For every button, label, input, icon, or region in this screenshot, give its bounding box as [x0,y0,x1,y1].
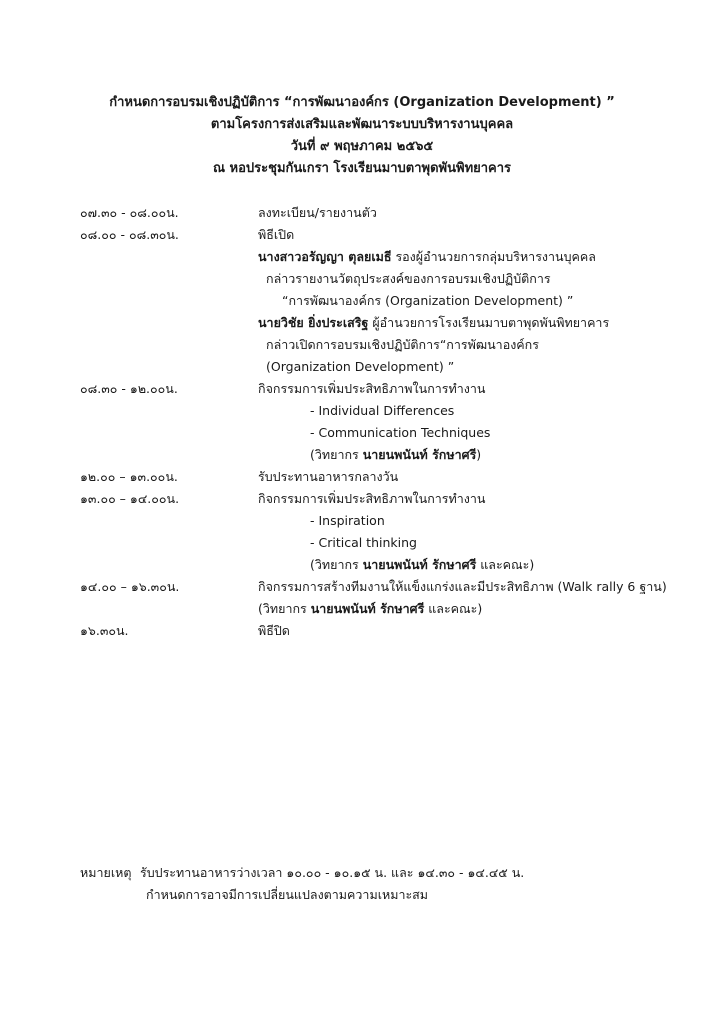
speaker-name: นายนพนันท์ รักษาศรี [362,557,477,572]
schedule-row-lunch [80,466,700,488]
speaker-suffix: และคณะ) [424,601,483,616]
document-header [0,92,724,180]
header-date: วันที่ ๙ พฤษภาคม ๒๕๖๕ [290,139,434,154]
activity-title: พิธีปิด [258,623,290,638]
header-venue: ณ หอประชุมกันเกรา โรงเรียนมาบตาพุดพันพิทยาคาร [212,161,512,176]
speaker-line [258,598,700,620]
speaker-prefix: (วิทยากร [310,447,363,462]
speaker-suffix: ) [476,447,482,462]
schedule-time: ๑๖.๓๐น. [80,623,129,638]
schedule-row-registration [80,202,700,224]
schedule-details [258,378,700,466]
schedule-time: ๐๗.๓๐ - ๐๘.๐๐น. [80,205,179,220]
remarks-text: รับประทานอาหารว่างเวลา ๑๐.๐๐ - ๑๐.๑๕ น. และ ๑๔.๓๐ - ๑๔.๔๕ น. [140,865,525,880]
header-title: กำหนดการอบรมเชิงปฏิบัติการ “การพัฒนาองค์กร (Organization Development) ” [109,95,615,110]
speaker-suffix: และคณะ) [476,557,535,572]
remarks-label: หมายเหตุ [80,865,132,880]
speaker-name: นายนพนันท์ รักษาศรี [362,447,477,462]
activity-title: กิจกรรมการเพิ่มประสิทธิภาพในการทำงาน [258,491,486,506]
schedule-row-opening [80,224,700,378]
activity-title: รับประทานอาหารกลางวัน [258,469,399,484]
schedule-time: ๑๒.๐๐ – ๑๓.๐๐น. [80,469,178,484]
activity-title: ลงทะเบียน/รายงานตัว [258,205,377,220]
activity-item: - Individual Differences [310,403,455,418]
schedule-details [258,224,700,378]
speaker-prefix: (วิทยากร [258,601,311,616]
speaker-name: นายนพนันท์ รักษาศรี [310,601,425,616]
opening-speaker-2-topic: (Organization Development) ” [266,359,455,374]
opening-speaker-2 [258,312,700,334]
schedule-time: ๑๔.๐๐ – ๑๖.๓๐น. [80,579,180,594]
schedule-details [258,202,700,224]
activity-title: กิจกรรมการเพิ่มประสิทธิภาพในการทำงาน [258,381,486,396]
speaker-prefix: (วิทยากร [310,557,363,572]
speaker-name: นางสาวอรัญญา ตุลยเมธี [258,249,392,264]
header-project: ตามโครงการส่งเสริมและพัฒนาระบบบริหารงานบุคคล [210,117,514,132]
speaker-role: รองผู้อำนวยการกลุ่มบริหารงานบุคคล [391,249,596,264]
activity-title: พิธีเปิด [258,227,295,242]
schedule-details [258,466,700,488]
activity-item: - Inspiration [310,513,385,528]
schedule-time: ๐๘.๐๐ - ๐๘.๓๐น. [80,227,179,242]
speaker-name: นายวิชัย ยิ่งประเสริฐ [258,315,369,330]
opening-speaker-1 [258,246,700,268]
activity-item: - Critical thinking [310,535,417,550]
schedule-row-closing [80,620,700,642]
schedule-time: ๐๘.๓๐ - ๑๒.๐๐น. [80,381,178,396]
opening-speaker-2-task: กล่าวเปิดการอบรมเชิงปฏิบัติการ“การพัฒนาองค์กร [266,337,539,352]
schedule-row-team-building [80,576,700,620]
schedule-row-session-2 [80,488,700,576]
schedule-details [258,488,700,576]
schedule-details [258,620,700,642]
speaker-role: ผู้อำนวยการโรงเรียนมาบตาพุดพันพิทยาคาร [368,315,610,330]
remarks [80,862,700,906]
schedule-row-session-1 [80,378,700,466]
schedule-time: ๑๓.๐๐ – ๑๔.๐๐น. [80,491,180,506]
schedule-list [80,202,700,642]
opening-speaker-1-task: กล่าวรายงานวัตถุประสงค์ของการอบรมเชิงปฏิบัติการ [266,271,551,286]
activity-title: กิจกรรมการสร้างทีมงานให้แข็งแกร่งและมีประสิทธิภาพ (Walk rally 6 ฐาน) [258,579,667,594]
opening-speaker-1-topic: “การพัฒนาองค์กร (Organization Development) ” [282,293,574,308]
schedule-details [258,576,700,620]
speaker-line [258,444,700,466]
remarks-line-2: กำหนดการอาจมีการเปลี่ยนแปลงตามความเหมาะสม [146,887,429,902]
remarks-line-1 [80,862,700,884]
speaker-line [258,554,700,576]
activity-item: - Communication Techniques [310,425,491,440]
